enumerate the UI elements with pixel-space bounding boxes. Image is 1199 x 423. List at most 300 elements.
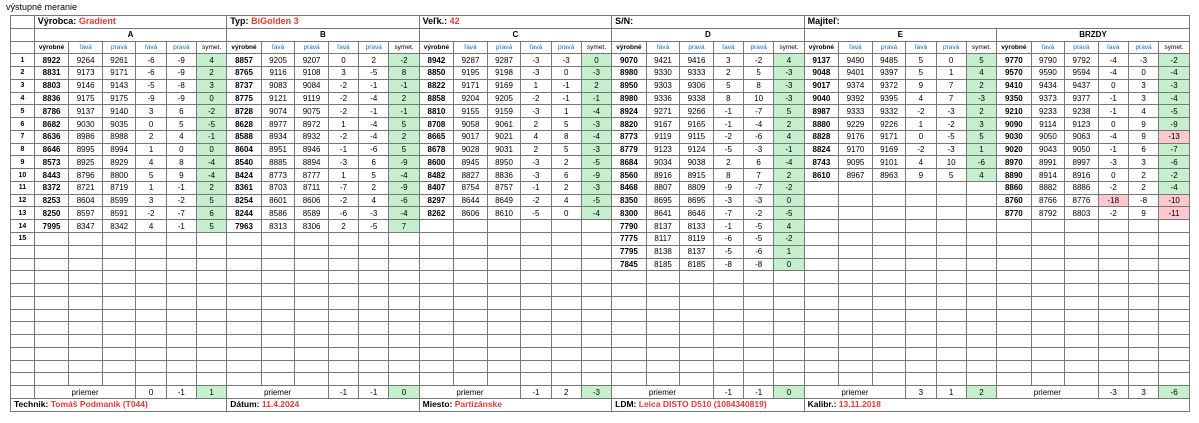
average-value: -1 [359, 386, 389, 399]
cell [551, 335, 581, 348]
cell [196, 284, 226, 297]
cell [551, 220, 581, 233]
cell [713, 335, 743, 348]
owner-cell: Majiteľ: [804, 16, 1189, 29]
cell [966, 309, 996, 322]
cell [1159, 309, 1190, 322]
cell [612, 309, 647, 322]
cell [69, 322, 103, 335]
cell: 3 [196, 79, 226, 92]
cell: -3 [521, 54, 551, 67]
cell [1128, 373, 1158, 386]
cell [419, 271, 454, 284]
cell: 8914 [1031, 169, 1065, 182]
cell [1159, 220, 1190, 233]
column-header: ľavá [906, 41, 936, 54]
cell: 8347 [69, 220, 103, 233]
column-header: ľavá [1098, 41, 1128, 54]
column-header: ľavá [328, 41, 358, 54]
column-header: pravá [295, 41, 329, 54]
cell [744, 322, 774, 335]
type-cell: Typ: BiGolden 3 [227, 16, 419, 29]
row-number: 12 [11, 194, 35, 207]
cell [1065, 271, 1099, 284]
cell: -1 [551, 79, 581, 92]
cell: 8591 [102, 207, 136, 220]
cell [551, 233, 581, 246]
average-row [11, 386, 1190, 399]
cell [804, 271, 839, 284]
cell [196, 335, 226, 348]
cell: 9119 [295, 92, 329, 105]
cell [1159, 335, 1190, 348]
cell: -9 [166, 92, 196, 105]
cell: 3 [1128, 92, 1158, 105]
cell [612, 322, 647, 335]
cell [966, 233, 996, 246]
cell [804, 296, 839, 309]
cell: 4 [966, 67, 996, 80]
cell [1159, 284, 1190, 297]
cell: 9171 [454, 79, 488, 92]
cell [454, 220, 488, 233]
cell: 3 [136, 194, 166, 207]
cell: -3 [774, 79, 804, 92]
cell: -3 [744, 143, 774, 156]
cell: 8803 [34, 79, 69, 92]
cell [69, 360, 103, 373]
cell [646, 335, 680, 348]
cell [906, 271, 936, 284]
cell: 1 [906, 118, 936, 131]
cell: 8963 [872, 169, 906, 182]
cell: 9 [166, 169, 196, 182]
cell: 2 [713, 156, 743, 169]
cell: 9590 [1031, 67, 1065, 80]
cell [136, 245, 166, 258]
cell [872, 258, 906, 271]
cell [1031, 220, 1065, 233]
footer-technik: Technik: Tomáš Podmanik (T044) [11, 398, 227, 411]
column-header: ľavá [1031, 41, 1065, 54]
cell: 0 [196, 143, 226, 156]
cell: -2 [744, 54, 774, 67]
cell [551, 271, 581, 284]
table-row [11, 194, 1190, 207]
cell: -4 [581, 105, 611, 118]
cell: 8800 [102, 169, 136, 182]
average-value: -3 [581, 386, 611, 399]
cell: 9338 [680, 92, 714, 105]
cell [966, 258, 996, 271]
cell [1031, 335, 1065, 348]
cell: 8644 [454, 194, 488, 207]
cell [1065, 284, 1099, 297]
cell: -9 [166, 54, 196, 67]
cell: -6 [136, 67, 166, 80]
cell: 8244 [227, 207, 262, 220]
cell [966, 360, 996, 373]
cell [328, 245, 358, 258]
cell [997, 360, 1032, 373]
cell: -6 [1159, 156, 1190, 169]
cell: 2 [521, 143, 551, 156]
cell: -1 [196, 130, 226, 143]
cell: -3 [1098, 156, 1128, 169]
cell [997, 284, 1032, 297]
cell: -9 [389, 181, 419, 194]
cell [419, 296, 454, 309]
cell: -7 [1159, 143, 1190, 156]
cell: 3 [136, 105, 166, 118]
cell: -2 [774, 181, 804, 194]
cell: -9 [166, 67, 196, 80]
cell [419, 373, 454, 386]
cell: 9266 [680, 105, 714, 118]
cell [997, 335, 1032, 348]
cell: 8925 [69, 156, 103, 169]
cell: -3 [774, 67, 804, 80]
cell [872, 220, 906, 233]
row-number: 10 [11, 169, 35, 182]
cell: 8313 [261, 220, 295, 233]
cell: 8646 [680, 207, 714, 220]
cell: 9271 [646, 105, 680, 118]
cell: 9050 [1065, 143, 1099, 156]
cell: 9035 [102, 118, 136, 131]
cell: 2 [136, 130, 166, 143]
cell: 9 [1128, 207, 1158, 220]
cell [261, 245, 295, 258]
average-spacer [11, 386, 35, 399]
cell [680, 309, 714, 322]
cell [872, 373, 906, 386]
cell: 9175 [102, 92, 136, 105]
cell: 8880 [804, 118, 839, 131]
cell [102, 309, 136, 322]
cell: 9143 [102, 79, 136, 92]
cell [906, 360, 936, 373]
table-row [11, 79, 1190, 92]
cell [166, 347, 196, 360]
cell [966, 207, 996, 220]
cell [774, 284, 804, 297]
cell: 9074 [261, 105, 295, 118]
row-number: 9 [11, 156, 35, 169]
cell [804, 207, 839, 220]
cell [34, 335, 69, 348]
cell: 8942 [419, 54, 454, 67]
cell: -5 [581, 194, 611, 207]
cell: 9416 [680, 54, 714, 67]
cell [713, 347, 743, 360]
cell [680, 335, 714, 348]
cell [389, 296, 419, 309]
cell: 8858 [419, 92, 454, 105]
cell [936, 233, 966, 246]
cell: 8695 [680, 194, 714, 207]
cell [551, 296, 581, 309]
cell [872, 284, 906, 297]
cell: 8721 [69, 181, 103, 194]
cell [1065, 335, 1099, 348]
cell [454, 296, 488, 309]
cell: 2 [774, 118, 804, 131]
cell: 9 [906, 79, 936, 92]
cell [804, 322, 839, 335]
cell: 0 [328, 54, 358, 67]
cell [936, 284, 966, 297]
cell: 0 [1128, 67, 1158, 80]
cell [1159, 360, 1190, 373]
cell [487, 220, 521, 233]
row-number [11, 258, 35, 271]
cell [419, 322, 454, 335]
cell [454, 309, 488, 322]
cell: 4 [196, 54, 226, 67]
cell: -4 [1159, 181, 1190, 194]
cell: -3 [744, 194, 774, 207]
cell [581, 258, 611, 271]
cell: -3 [521, 105, 551, 118]
cell: 4 [966, 169, 996, 182]
cell: 6 [359, 156, 389, 169]
cell [419, 335, 454, 348]
cell: 9195 [454, 67, 488, 80]
cell [487, 373, 521, 386]
cell [454, 284, 488, 297]
cell: 9075 [295, 105, 329, 118]
cell [261, 258, 295, 271]
row-number: 13 [11, 207, 35, 220]
cell: 0 [774, 258, 804, 271]
cell: 0 [906, 130, 936, 143]
cell: 9333 [839, 105, 873, 118]
cell: 1 [136, 143, 166, 156]
cell [680, 347, 714, 360]
cell: 8407 [419, 181, 454, 194]
cell: 9437 [1065, 79, 1099, 92]
cell: 8589 [295, 207, 329, 220]
cell [936, 360, 966, 373]
cell: 8924 [612, 105, 647, 118]
cell: 7 [744, 169, 774, 182]
cell: 8665 [419, 130, 454, 143]
column-header: ľavá [839, 41, 873, 54]
sheet-title: výstupné meranie [6, 2, 78, 12]
cell: 9108 [295, 67, 329, 80]
cell [521, 335, 551, 348]
cell [839, 309, 873, 322]
cell: 8443 [34, 169, 69, 182]
cell [328, 347, 358, 360]
cell [646, 347, 680, 360]
cell: 8995 [69, 143, 103, 156]
cell [295, 373, 329, 386]
cell: 9063 [1065, 130, 1099, 143]
cell: 9159 [487, 105, 521, 118]
cell [997, 322, 1032, 335]
cell: 9084 [295, 79, 329, 92]
cell [997, 347, 1032, 360]
cell: 3 [713, 54, 743, 67]
cell [612, 360, 647, 373]
cell [839, 258, 873, 271]
cell [804, 309, 839, 322]
cell [136, 296, 166, 309]
cell: -4 [1098, 130, 1128, 143]
cell: 2 [359, 181, 389, 194]
cell [196, 347, 226, 360]
row-number: 7 [11, 130, 35, 143]
cell [487, 309, 521, 322]
cell: 5 [359, 169, 389, 182]
cell [1128, 296, 1158, 309]
cell [227, 284, 262, 297]
cell: -1 [359, 79, 389, 92]
cell: 8932 [295, 130, 329, 143]
cell [261, 284, 295, 297]
cell: 9050 [1031, 130, 1065, 143]
cell: -6 [389, 194, 419, 207]
cell: 9146 [69, 79, 103, 92]
cell: 2 [551, 181, 581, 194]
row-number [11, 284, 35, 297]
cell: 8297 [419, 194, 454, 207]
average-value: 0 [774, 386, 804, 399]
cell: 1 [136, 181, 166, 194]
cell [1159, 258, 1190, 271]
cell: 8119 [680, 233, 714, 246]
column-header: výrobné [419, 41, 454, 54]
column-header: výrobné [34, 41, 69, 54]
column-header: ľavá [521, 41, 551, 54]
column-header: pravá [487, 41, 521, 54]
cell [997, 245, 1032, 258]
cell: -7 [713, 207, 743, 220]
cell [804, 194, 839, 207]
cell [646, 373, 680, 386]
cell: 8857 [227, 54, 262, 67]
cell [1065, 347, 1099, 360]
cell: -6 [328, 207, 358, 220]
cell [1031, 245, 1065, 258]
cell: 8950 [612, 79, 647, 92]
cell [136, 258, 166, 271]
cell [551, 322, 581, 335]
manufacturer-cell: Výrobca: Gradient [34, 16, 226, 29]
cell [1098, 373, 1128, 386]
cell: 9061 [487, 118, 521, 131]
cell: 8951 [261, 143, 295, 156]
cell: 7 [936, 79, 966, 92]
cell: 8760 [997, 194, 1032, 207]
cell [454, 347, 488, 360]
column-header: ľavá [261, 41, 295, 54]
cell [166, 271, 196, 284]
cell: -5 [713, 143, 743, 156]
cell: 10 [744, 92, 774, 105]
cell: 5 [966, 54, 996, 67]
cell: 8860 [997, 181, 1032, 194]
cell [295, 233, 329, 246]
cell: -4 [581, 207, 611, 220]
cell: 4 [551, 194, 581, 207]
cell: -5 [359, 67, 389, 80]
cell: -2 [328, 105, 358, 118]
cell [804, 233, 839, 246]
cell [419, 360, 454, 373]
cell: 8424 [227, 169, 262, 182]
cell: 0 [581, 54, 611, 67]
average-value: -1 [713, 386, 743, 399]
cell [1098, 245, 1128, 258]
cell: 2 [713, 67, 743, 80]
cell: 0 [551, 67, 581, 80]
cell [419, 284, 454, 297]
cell: 8972 [295, 118, 329, 131]
cell [966, 194, 996, 207]
table-row [11, 207, 1190, 220]
average-value: 1 [936, 386, 966, 399]
cell [872, 347, 906, 360]
cell: -4 [359, 92, 389, 105]
cell [295, 309, 329, 322]
cell [804, 373, 839, 386]
cell [102, 296, 136, 309]
cell [1159, 245, 1190, 258]
cell [936, 181, 966, 194]
table-row [11, 143, 1190, 156]
cell [102, 347, 136, 360]
column-header: symet. [1159, 41, 1190, 54]
cell [521, 360, 551, 373]
cell: 8342 [102, 220, 136, 233]
cell: 8628 [227, 118, 262, 131]
cell [69, 271, 103, 284]
cell [804, 245, 839, 258]
cell: -4 [774, 156, 804, 169]
cell [102, 373, 136, 386]
cell [1098, 296, 1128, 309]
cell [839, 245, 873, 258]
cell [839, 360, 873, 373]
cell [839, 347, 873, 360]
table-row [11, 258, 1190, 271]
cell: 8684 [612, 156, 647, 169]
cell [774, 309, 804, 322]
cell: -1 [1098, 92, 1128, 105]
cell [680, 271, 714, 284]
cell: 8606 [295, 194, 329, 207]
cell: 9176 [839, 130, 873, 143]
cell: 9121 [261, 92, 295, 105]
column-header: pravá [1128, 41, 1158, 54]
table-row [11, 105, 1190, 118]
cell [328, 296, 358, 309]
cell: 4 [774, 220, 804, 233]
cell: 8300 [612, 207, 647, 220]
cell: 9030 [69, 118, 103, 131]
cell: -3 [581, 67, 611, 80]
cell: -2 [521, 194, 551, 207]
cell: 8786 [34, 105, 69, 118]
cell [1159, 233, 1190, 246]
cell [196, 360, 226, 373]
cell: 5 [936, 169, 966, 182]
cell: 9140 [102, 105, 136, 118]
cell: 8540 [227, 156, 262, 169]
